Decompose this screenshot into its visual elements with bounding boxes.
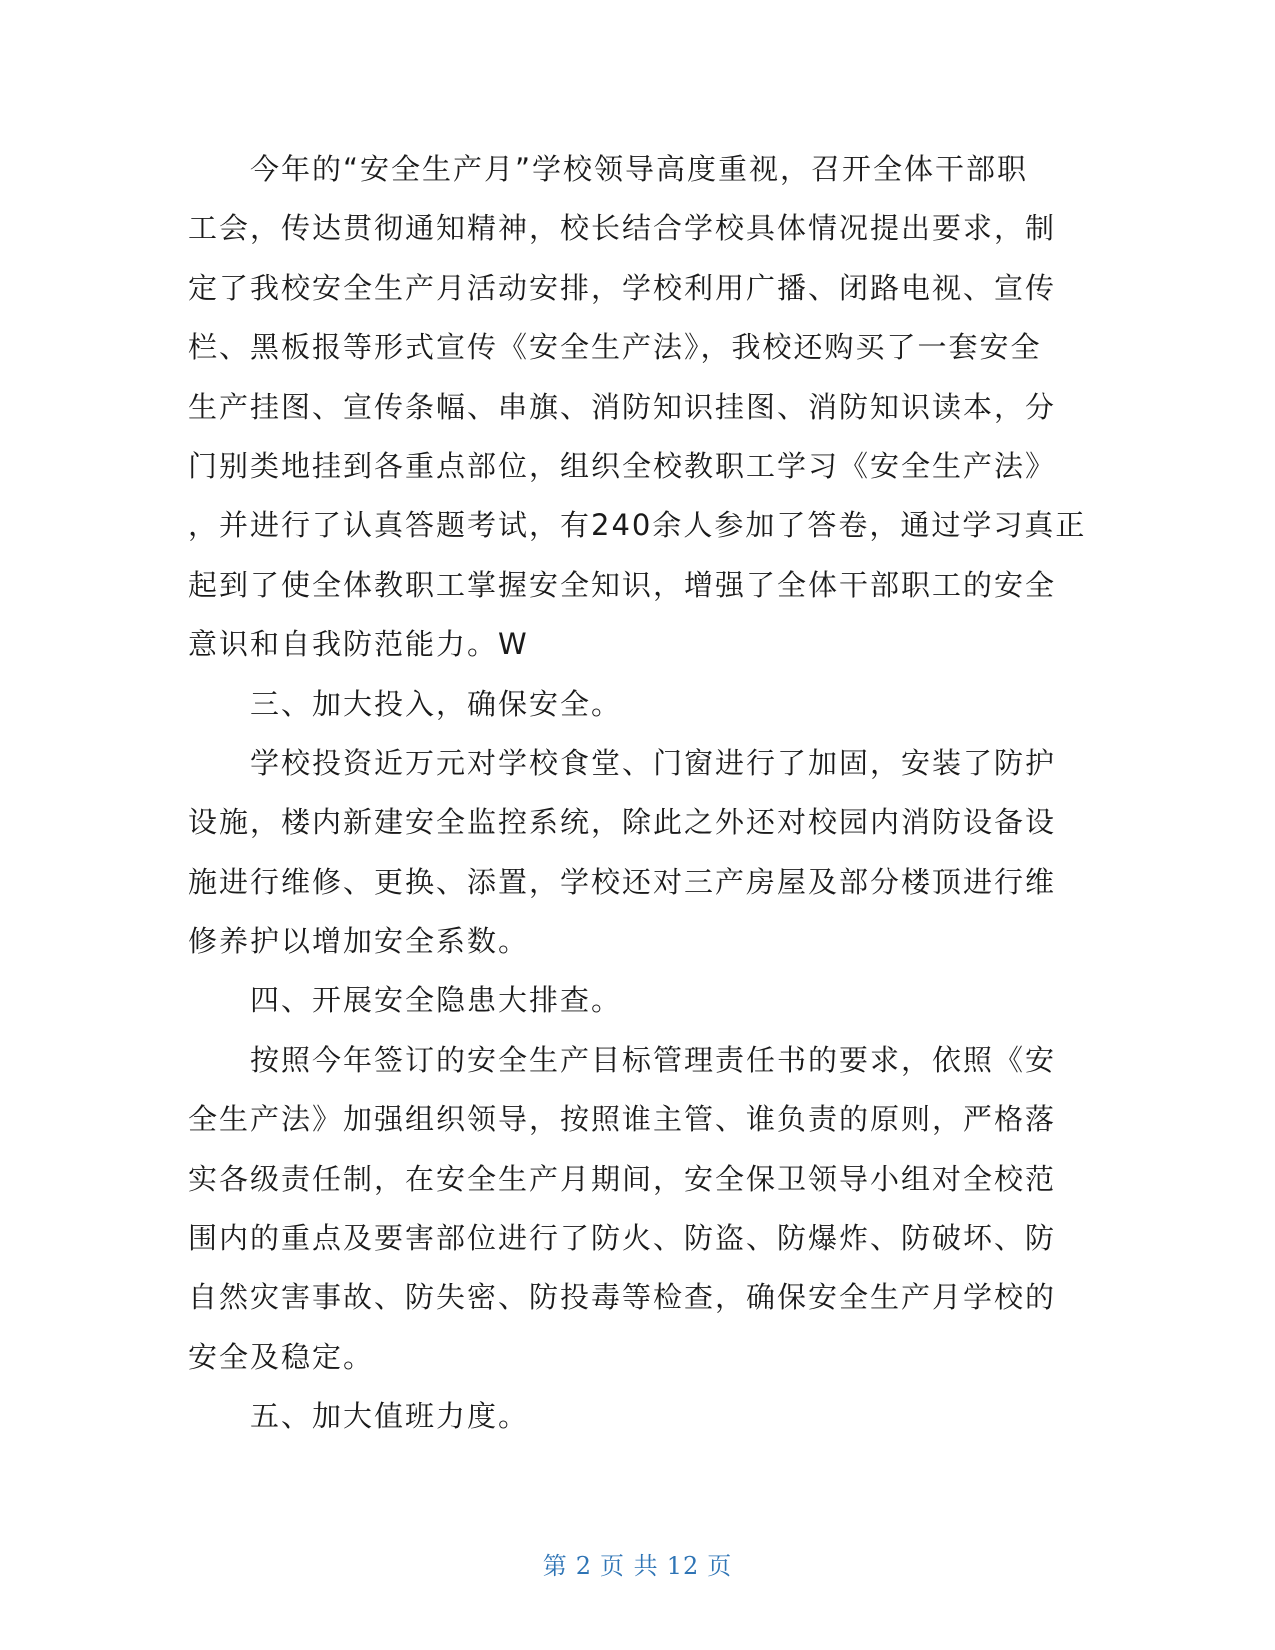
paragraph-line: 全生产法》加强组织领导，按照谁主管、谁负责的原则，严格落 — [188, 1102, 1057, 1137]
section-heading: 四、开展安全隐患大排查。 — [250, 983, 623, 1018]
paragraph-line: 围内的重点及要害部位进行了防火、防盗、防爆炸、防破坏、防 — [188, 1221, 1057, 1256]
page-footer — [0, 1546, 1275, 1581]
paragraph-line: ，并进行了认真答题考试，有240余人参加了答卷，通过学习真正 — [188, 508, 1087, 543]
paragraph-line: 生产挂图、宣传条幅、串旗、消防知识挂图、消防知识读本，分 — [188, 389, 1057, 424]
current-page-number: 2 — [575, 1552, 593, 1580]
paragraph-line: 工会，传达贯彻通知精神，校长结合学校具体情况提出要求，制 — [188, 211, 1057, 246]
paragraph-line: 修养护以增加安全系数。 — [188, 924, 530, 959]
paragraph-line: 栏、黑板报等形式宣传《安全生产法》，我校还购买了一套安全 — [188, 330, 1042, 365]
document-body — [188, 140, 1087, 1447]
paragraph-line: 实各级责任制，在安全生产月期间，安全保卫领导小组对全校范 — [188, 1161, 1057, 1196]
paragraph-line: 门别类地挂到各重点部位，组织全校教职工学习《安全生产法》 — [188, 448, 1057, 483]
paragraph-line: 定了我校安全生产月活动安排，学校利用广播、闭路电视、宣传 — [188, 270, 1057, 305]
total-pages-number: 12 — [666, 1552, 700, 1580]
paragraph-line: 起到了使全体教职工掌握安全知识，增强了全体干部职工的安全 — [188, 567, 1057, 602]
footer-prefix: 第 — [542, 1552, 568, 1580]
paragraph-line: 设施，楼内新建安全监控系统，除此之外还对校园内消防设备设 — [188, 805, 1057, 840]
footer-suffix: 页 — [707, 1552, 733, 1580]
footer-middle: 页 共 — [600, 1552, 659, 1580]
paragraph-line: 学校投资近万元对学校食堂、门窗进行了加固，安装了防护 — [250, 745, 1057, 780]
section-heading: 三、加大投入，确保安全。 — [250, 686, 623, 721]
paragraph-line: 自然灾害事故、防失密、防投毒等检查，确保安全生产月学校的 — [188, 1280, 1057, 1315]
paragraph-line: 今年的“安全生产月”学校领导高度重视，召开全体干部职 — [250, 152, 1029, 186]
paragraph-line: 安全及稳定。 — [188, 1339, 375, 1374]
paragraph-line: 施进行维修、更换、添置，学校还对三产房屋及部分楼顶进行维 — [188, 864, 1057, 899]
section-heading: 五、加大值班力度。 — [250, 1399, 530, 1434]
paragraph-line: 按照今年签订的安全生产目标管理责任书的要求，依照《安 — [250, 1042, 1057, 1077]
paragraph-line: 意识和自我防范能力。W — [188, 627, 529, 662]
